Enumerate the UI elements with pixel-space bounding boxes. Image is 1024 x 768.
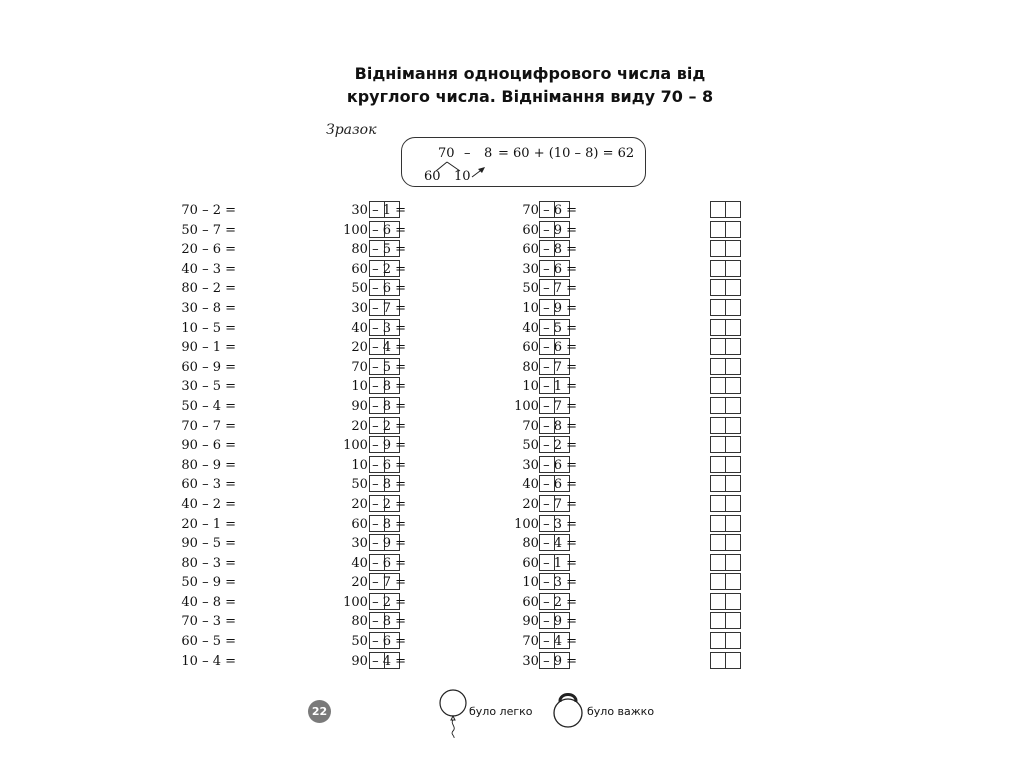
exercise-expression: 80 – 2 = [181,281,236,297]
easy-label: було легко [469,705,533,718]
answer-box-tens[interactable] [710,417,726,434]
answer-box-ones[interactable] [725,456,741,473]
exercise-expression: 60 – 9 = [522,222,577,238]
exercise-expression: 70 – 2 = [181,203,236,218]
answer-boxes [710,260,742,277]
hard-label: було важко [587,705,655,718]
exercise-expression: 50 – 7 = [181,222,236,238]
answer-box-tens[interactable] [710,534,726,551]
answer-boxes [710,377,742,394]
exercise-expression: 40 – 2 = [181,496,236,512]
exercise-expression: 90 – 9 = [522,614,577,630]
answer-boxes [710,417,742,434]
answer-boxes [710,612,742,629]
title-line-2: круглого числа. Віднімання виду 70 – 8 [346,87,714,106]
exercise-expression: 100 – 3 = [514,516,577,532]
exercise-expression: 70 – 4 = [522,634,577,650]
answer-boxes [710,436,742,453]
exercise-expression: 50 – 6 = [351,634,406,650]
split-lines-arrow-icon [402,138,647,188]
exercise-expression: 20 – 7 = [351,575,406,591]
answer-box-tens[interactable] [710,612,726,629]
exercise-expression: 30 – 6 = [522,261,577,277]
answer-boxes [710,534,742,551]
balloon-icon [436,688,470,738]
exercise-expression: 10 – 5 = [181,320,236,336]
answer-boxes [710,573,742,590]
exercise-expression: 60 – 3 = [181,477,236,493]
answer-box-ones[interactable] [725,495,741,512]
answer-box-tens[interactable] [710,632,726,649]
answer-box-tens[interactable] [710,299,726,316]
sample-example-box [401,137,646,187]
exercise-expression: 60 – 1 = [522,555,577,571]
exercise-expression: 80 – 3 = [181,555,236,571]
answer-box-ones[interactable] [725,299,741,316]
exercise-expression: 10 – 8 = [351,379,406,395]
answer-box-ones[interactable] [725,554,741,571]
answer-box-ones[interactable] [725,201,741,218]
exercise-expression: 90 – 5 = [181,536,236,552]
exercise-expression: 90 – 1 = [181,340,236,356]
answer-boxes [710,279,742,296]
exercise-expression: 60 – 2 = [522,594,577,610]
sample-subtrahend: 8 [484,146,493,161]
exercise-expression: 60 – 6 = [522,340,577,356]
exercise-expression: 30 – 9 = [522,653,577,669]
sample-split-left: 60 [424,169,441,184]
exercise-expression: 90 – 6 = [181,438,236,454]
exercise-expression: 70 – 7 = [181,418,236,434]
answer-box-tens[interactable] [710,319,726,336]
answer-box-ones[interactable] [725,475,741,492]
exercise-expression: 60 – 8 = [522,242,577,258]
answer-boxes [710,593,742,610]
answer-box-tens[interactable] [710,240,726,257]
answer-box-ones[interactable] [725,279,741,296]
exercise-expression: 80 – 5 = [351,242,406,258]
answer-box-tens[interactable] [710,358,726,375]
exercise-expression: 40 – 5 = [522,320,577,336]
answer-box-tens[interactable] [710,495,726,512]
answer-box-ones[interactable] [725,436,741,453]
answer-box-ones[interactable] [725,221,741,238]
answer-boxes [710,358,742,375]
answer-box-tens[interactable] [710,338,726,355]
exercise-expression: 90 – 8 = [351,398,406,414]
answer-box-tens[interactable] [710,456,726,473]
exercise-expression: 10 – 1 = [522,379,577,395]
sample-split-right: 10 [454,169,471,184]
answer-box-tens[interactable] [710,436,726,453]
exercise-expression: 20 – 2 = [351,496,406,512]
exercise-expression: 80 – 4 = [522,536,577,552]
answer-boxes [710,299,742,316]
answer-box-tens[interactable] [710,554,726,571]
exercise-expression: 10 – 9 = [522,300,577,316]
exercise-expression: 50 – 4 = [181,398,236,414]
exercise-expression: 30 – 1 = [351,203,406,218]
exercise-expression: 80 – 9 = [181,457,236,473]
answer-boxes [710,632,742,649]
exercise-expression: 40 – 3 = [181,261,236,277]
exercise-expression: 50 – 7 = [522,281,577,297]
answer-box-ones[interactable] [725,417,741,434]
exercise-expression: 80 – 7 = [522,359,577,375]
answer-boxes [710,495,742,512]
exercise-expression: 30 – 8 = [181,300,236,316]
answer-box-ones[interactable] [725,612,741,629]
answer-box-ones[interactable] [725,338,741,355]
exercise-expression: 30 – 6 = [522,457,577,473]
answer-box-tens[interactable] [710,515,726,532]
exercise-expression: 20 – 6 = [181,242,236,258]
exercise-expression: 50 – 9 = [181,575,236,591]
answer-box-tens[interactable] [710,377,726,394]
answer-boxes [710,652,742,669]
sample-equation-rest: = 60 + (10 – 8) = 62 [498,146,635,161]
kettlebell-icon [550,687,586,729]
answer-boxes [710,221,742,238]
answer-box-ones[interactable] [725,534,741,551]
answer-boxes [710,319,742,336]
answer-box-ones[interactable] [725,593,741,610]
exercise-expression: 70 – 8 = [522,418,577,434]
exercise-expression: 20 – 7 = [522,496,577,512]
exercise-expression: 40 – 6 = [351,555,406,571]
exercise-expression: 70 – 3 = [181,614,236,630]
exercise-expression: 60 – 9 = [181,359,236,375]
exercise-expression: 60 – 5 = [181,634,236,650]
page-number: 22 [308,700,331,723]
answer-box-ones[interactable] [725,240,741,257]
exercise-expression: 10 – 3 = [522,575,577,591]
answer-box-tens[interactable] [710,201,726,218]
sample-label: Зразок [326,122,377,138]
answer-box-ones[interactable] [725,652,741,669]
exercise-expression: 60 – 2 = [351,261,406,277]
exercise-expression: 50 – 2 = [522,438,577,454]
exercise-expression: 100 – 2 = [343,594,406,610]
answer-box-ones[interactable] [725,319,741,336]
exercise-expression: 100 – 6 = [343,222,406,238]
exercise-expression: 30 – 9 = [351,536,406,552]
exercise-expression: 50 – 6 = [351,281,406,297]
answer-box-ones[interactable] [725,397,741,414]
exercise-expression: 20 – 2 = [351,418,406,434]
answer-box-tens[interactable] [710,279,726,296]
exercise-expression: 40 – 8 = [181,594,236,610]
answer-box-ones[interactable] [725,358,741,375]
answer-boxes [710,201,742,218]
answer-box-ones[interactable] [725,632,741,649]
exercise-expression: 70 – 6 = [522,203,577,218]
exercise-expression: 100 – 7 = [514,398,577,414]
answer-boxes [710,554,742,571]
answer-boxes [710,515,742,532]
answer-boxes [710,456,742,473]
exercise-expression: 90 – 4 = [351,653,406,669]
answer-box-ones[interactable] [725,515,741,532]
page-title [280,62,780,108]
answer-boxes [710,338,742,355]
answer-box-ones[interactable] [725,377,741,394]
exercise-expression: 20 – 1 = [181,516,236,532]
answer-boxes [710,397,742,414]
exercise-expression: 50 – 8 = [351,477,406,493]
answer-boxes [710,475,742,492]
exercise-expression: 30 – 5 = [181,379,236,395]
exercise-expression: 60 – 8 = [351,516,406,532]
answer-box-tens[interactable] [710,397,726,414]
answer-box-tens[interactable] [710,475,726,492]
title-line-1: Віднімання одноцифрового числа від [354,64,706,83]
answer-box-tens[interactable] [710,221,726,238]
answer-box-tens[interactable] [710,652,726,669]
answer-box-ones[interactable] [725,573,741,590]
exercise-expression: 20 – 4 = [351,340,406,356]
exercise-expression: 40 – 3 = [351,320,406,336]
exercise-expression: 100 – 9 = [343,438,406,454]
exercise-expression: 80 – 8 = [351,614,406,630]
answer-box-tens[interactable] [710,573,726,590]
exercise-expression: 10 – 6 = [351,457,406,473]
exercise-expression: 70 – 5 = [351,359,406,375]
exercise-expression: 30 – 7 = [351,300,406,316]
answer-box-ones[interactable] [725,260,741,277]
exercise-expression: 40 – 6 = [522,477,577,493]
sample-minus: – [464,146,471,161]
answer-box-tens[interactable] [710,260,726,277]
answer-boxes [710,240,742,257]
exercise-expression: 10 – 4 = [181,653,236,669]
answer-box-tens[interactable] [710,593,726,610]
sample-minuend: 70 [438,146,455,161]
